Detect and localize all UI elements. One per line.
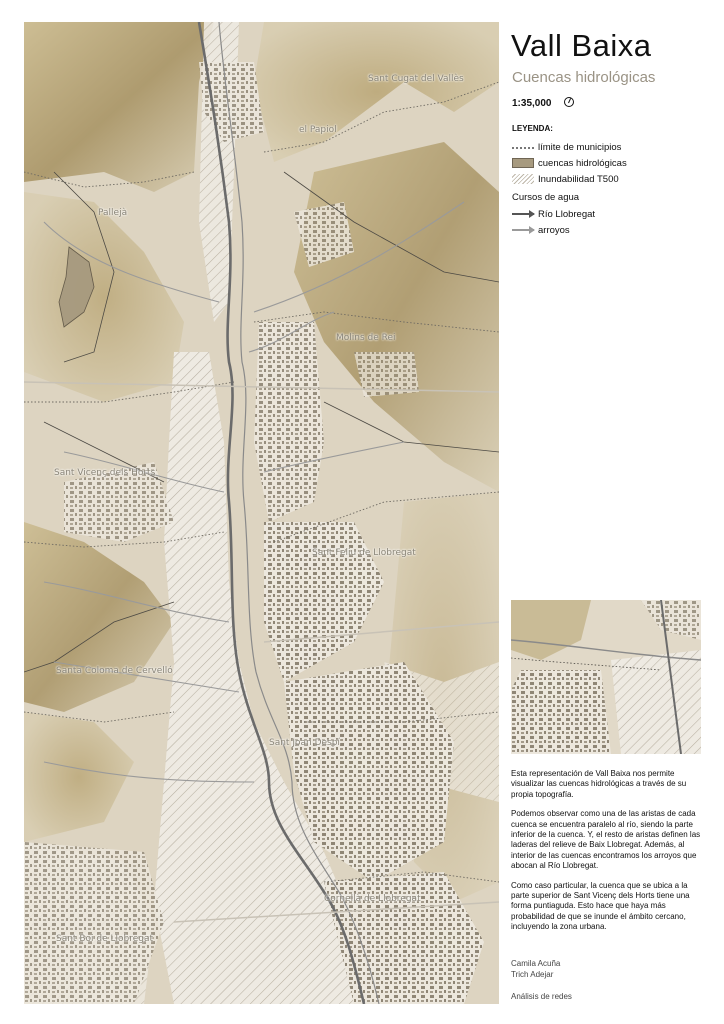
- place-label: Cornellà de Llobregat: [324, 894, 421, 904]
- description-paragraph: Esta representación de Vall Baixa nos permite visualizar las cuencas hidrológicas a través de su propia topografía.: [511, 769, 687, 799]
- place-label: Sant Cugat del Vallès: [368, 74, 464, 84]
- legend-label: límite de municipios: [538, 141, 622, 153]
- map-canvas[interactable]: [24, 22, 499, 1004]
- inset-svg: [511, 600, 701, 754]
- legend-item-boundaries: [512, 141, 621, 153]
- scale-label: 1:35,000: [512, 98, 552, 109]
- legend-item-river: [512, 208, 595, 220]
- place-label: Sant Boi de Llobregat: [56, 934, 154, 944]
- description-paragraph: Podemos observar como una de las aristas de cada cuenca se encuentra paralelo al río, siendo la parte inferior de la cuenca. Y, el resto de aristas definen las laderas del relieve de Baix Llobregat. Además, al interior de las cuencas encontramos los arroyos que abocan al Río Llobregat.: [511, 809, 701, 871]
- map-subtitle: Cuencas hidrológicas: [512, 69, 656, 86]
- north-arrow-icon: [564, 97, 574, 107]
- legend-label: arroyos: [538, 224, 570, 236]
- legend-heading: LEYENDA:: [512, 124, 553, 133]
- dotted-line-icon: [512, 143, 534, 149]
- place-label: Santa Coloma de Cervelló: [56, 666, 173, 676]
- light-arrow-icon: [512, 229, 534, 231]
- dark-arrow-icon: [512, 213, 534, 215]
- legend-label: Río Llobregat: [538, 208, 596, 220]
- place-label: Sant Vicenç dels Horts: [54, 468, 156, 478]
- legend-item-flood: [512, 173, 619, 185]
- map-svg: [24, 22, 499, 1004]
- legend-item-basins: [512, 157, 627, 169]
- map-title: Vall Baixa: [511, 28, 652, 63]
- brown-fill-icon: [512, 158, 534, 168]
- author-name: Camila Acuña: [511, 959, 561, 968]
- place-label: el Papiol: [299, 125, 337, 135]
- hatch-fill-icon: [512, 174, 534, 184]
- course-name: Análisis de redes: [511, 992, 572, 1001]
- description-paragraph: Como caso particular, la cuenca que se ubica a la parte superior de Sant Vicenç dels Horts tiene una forma puntiaguda. Esto hace que haya más probabilidad de que se inunde el ámbito cercano, incluyendo la zona urbana.: [511, 880, 690, 932]
- place-label: Pallejà: [98, 208, 128, 218]
- inset-map[interactable]: [511, 600, 701, 754]
- legend-label: Inundabilidad T500: [538, 173, 619, 185]
- legend-subheading: Cursos de agua: [512, 192, 580, 203]
- legend-item-streams: [512, 224, 570, 236]
- legend-label: cuencas hidrológicas: [538, 157, 627, 169]
- place-label: Sant Feliu de Llobregat: [312, 548, 416, 558]
- author-name: Trich Adejar: [511, 970, 554, 979]
- place-label: Sant Joan Despí: [269, 738, 340, 748]
- description: [511, 769, 706, 942]
- place-label: Molins de Rei: [336, 333, 396, 343]
